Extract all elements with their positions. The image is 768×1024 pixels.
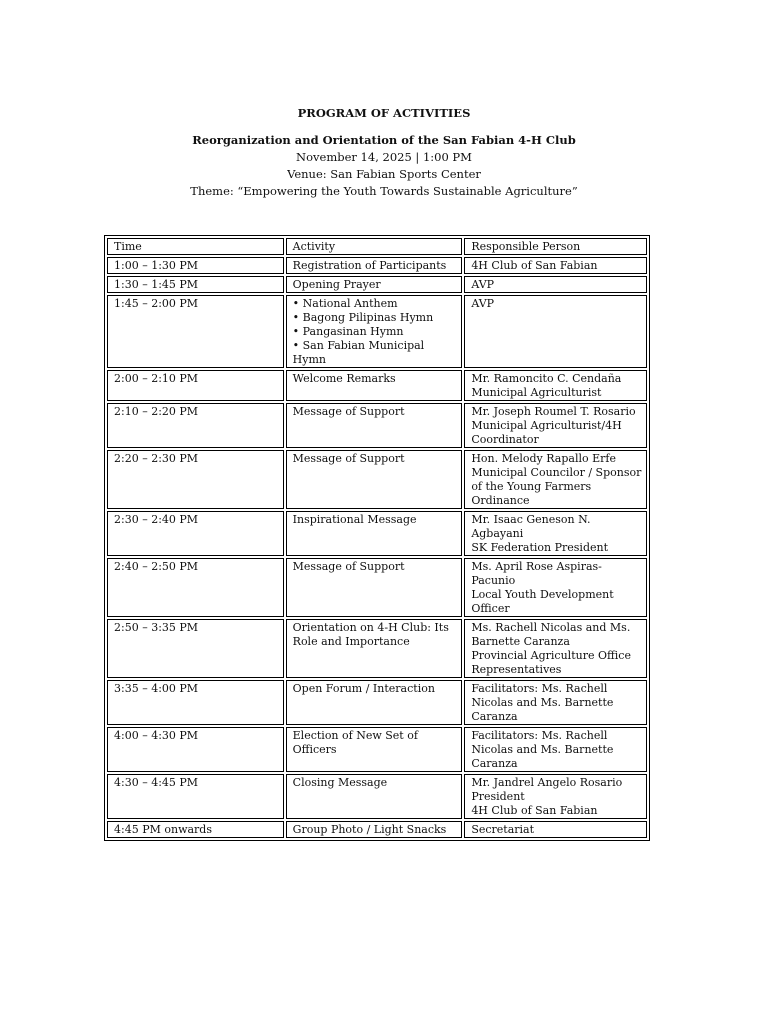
- event-info: [0, 132, 768, 200]
- responsible-line: AVP: [471, 278, 495, 291]
- cell-activity: [286, 727, 463, 772]
- activity-line: Message of Support: [292, 452, 405, 465]
- cell-activity: [286, 680, 463, 725]
- responsible-line: 4H Club of San Fabian: [471, 259, 598, 272]
- cell-time: 1:00 – 1:30 PM: [107, 257, 284, 274]
- cell-responsible-person: [464, 558, 647, 617]
- cell-responsible-person: [464, 774, 647, 819]
- activity-line: Closing Message: [292, 776, 388, 789]
- responsible-line: AVP: [471, 297, 495, 310]
- cell-activity: [286, 370, 463, 401]
- responsible-line: Mr. Joseph Roumel T. Rosario: [471, 405, 636, 418]
- event-date-time: November 14, 2025 | 1:00 PM: [296, 150, 472, 164]
- table-row: [107, 727, 647, 772]
- responsible-line: Facilitators: Ms. Rachell Nicolas and Ms. Barnette Caranza: [471, 729, 614, 770]
- cell-activity: [286, 558, 463, 617]
- cell-activity: [286, 295, 463, 368]
- cell-responsible-person: [464, 821, 647, 838]
- cell-responsible-person: [464, 257, 647, 274]
- responsible-line: Municipal Councilor / Sponsor of the Young Farmers Ordinance: [471, 466, 642, 507]
- program-table: [104, 235, 650, 841]
- cell-activity: [286, 450, 463, 509]
- table-row: [107, 558, 647, 617]
- cell-responsible-person: [464, 276, 647, 293]
- document-title: PROGRAM OF ACTIVITIES: [297, 106, 471, 120]
- header-time: Time: [107, 238, 284, 255]
- responsible-line: Facilitators: Ms. Rachell Nicolas and Ms. Barnette Caranza: [471, 682, 614, 723]
- activity-line: • National Anthem: [292, 297, 398, 310]
- cell-activity: [286, 403, 463, 448]
- program-table-body: [107, 238, 647, 838]
- table-row: [107, 774, 647, 819]
- cell-time: 1:45 – 2:00 PM: [107, 295, 284, 368]
- table-row: [107, 370, 647, 401]
- cell-time: 2:30 – 2:40 PM: [107, 511, 284, 556]
- cell-time: 1:30 – 1:45 PM: [107, 276, 284, 293]
- header-activity: Activity: [286, 238, 463, 255]
- activity-line: Election of New Set of Officers: [292, 729, 418, 756]
- header-responsible-person: Responsible Person: [464, 238, 647, 255]
- responsible-line: Provincial Agriculture Office Representatives: [471, 649, 631, 676]
- cell-activity: [286, 774, 463, 819]
- table-header-row: [107, 238, 647, 255]
- event-title: Reorganization and Orientation of the San Fabian 4-H Club: [192, 133, 576, 147]
- table-row: [107, 680, 647, 725]
- responsible-line: Ms. Rachell Nicolas and Ms. Barnette Caranza: [471, 621, 631, 648]
- cell-activity: [286, 511, 463, 556]
- responsible-line: Mr. Isaac Geneson N. Agbayani: [471, 513, 591, 540]
- cell-activity: [286, 257, 463, 274]
- activity-line: • Pangasinan Hymn: [292, 325, 404, 338]
- activity-line: Group Photo / Light Snacks: [292, 823, 447, 836]
- responsible-line: Municipal Agriculturist: [471, 386, 602, 399]
- table-row: [107, 295, 647, 368]
- responsible-line: Hon. Melody Rapallo Erfe: [471, 452, 616, 465]
- responsible-line: Ms. April Rose Aspiras-Pacunio: [471, 560, 602, 587]
- table-row: [107, 619, 647, 678]
- cell-time: 2:40 – 2:50 PM: [107, 558, 284, 617]
- activity-line: Message of Support: [292, 405, 405, 418]
- cell-responsible-person: [464, 680, 647, 725]
- activity-line: Inspirational Message: [292, 513, 417, 526]
- responsible-line: Municipal Agriculturist/4H Coordinator: [471, 419, 622, 446]
- responsible-line: Secretariat: [471, 823, 535, 836]
- cell-responsible-person: [464, 727, 647, 772]
- responsible-line: Mr. Jandrel Angelo Rosario: [471, 776, 623, 789]
- activity-line: Message of Support: [292, 560, 405, 573]
- cell-activity: [286, 276, 463, 293]
- cell-responsible-person: [464, 511, 647, 556]
- event-venue: Venue: San Fabian Sports Center: [287, 167, 481, 181]
- cell-time: 2:20 – 2:30 PM: [107, 450, 284, 509]
- responsible-line: Local Youth Development Officer: [471, 588, 614, 615]
- table-row: [107, 257, 647, 274]
- cell-time: 2:10 – 2:20 PM: [107, 403, 284, 448]
- responsible-line: SK Federation President: [471, 541, 609, 554]
- activity-line: Open Forum / Interaction: [292, 682, 435, 695]
- table-row: [107, 450, 647, 509]
- responsible-line: Mr. Ramoncito C. Cendaña: [471, 372, 622, 385]
- activity-line: Registration of Participants: [292, 259, 447, 272]
- activity-line: • San Fabian Municipal Hymn: [292, 339, 425, 366]
- cell-responsible-person: [464, 619, 647, 678]
- cell-responsible-person: [464, 450, 647, 509]
- cell-responsible-person: [464, 403, 647, 448]
- cell-time: 4:45 PM onwards: [107, 821, 284, 838]
- responsible-line: 4H Club of San Fabian: [471, 804, 598, 817]
- table-row: [107, 403, 647, 448]
- event-theme: Theme: “Empowering the Youth Towards Sustainable Agriculture”: [190, 184, 578, 198]
- cell-time: 4:00 – 4:30 PM: [107, 727, 284, 772]
- cell-time: 3:35 – 4:00 PM: [107, 680, 284, 725]
- table-row: [107, 511, 647, 556]
- activity-line: Welcome Remarks: [292, 372, 396, 385]
- cell-time: 2:00 – 2:10 PM: [107, 370, 284, 401]
- activity-line: Orientation on 4-H Club: Its Role and Importance: [292, 621, 449, 648]
- table-row: [107, 276, 647, 293]
- responsible-line: President: [471, 790, 525, 803]
- activity-line: Opening Prayer: [292, 278, 381, 291]
- cell-activity: [286, 619, 463, 678]
- activity-line: • Bagong Pilipinas Hymn: [292, 311, 434, 324]
- cell-time: 2:50 – 3:35 PM: [107, 619, 284, 678]
- cell-responsible-person: [464, 370, 647, 401]
- cell-responsible-person: [464, 295, 647, 368]
- table-row: [107, 821, 647, 838]
- cell-time: 4:30 – 4:45 PM: [107, 774, 284, 819]
- cell-activity: [286, 821, 463, 838]
